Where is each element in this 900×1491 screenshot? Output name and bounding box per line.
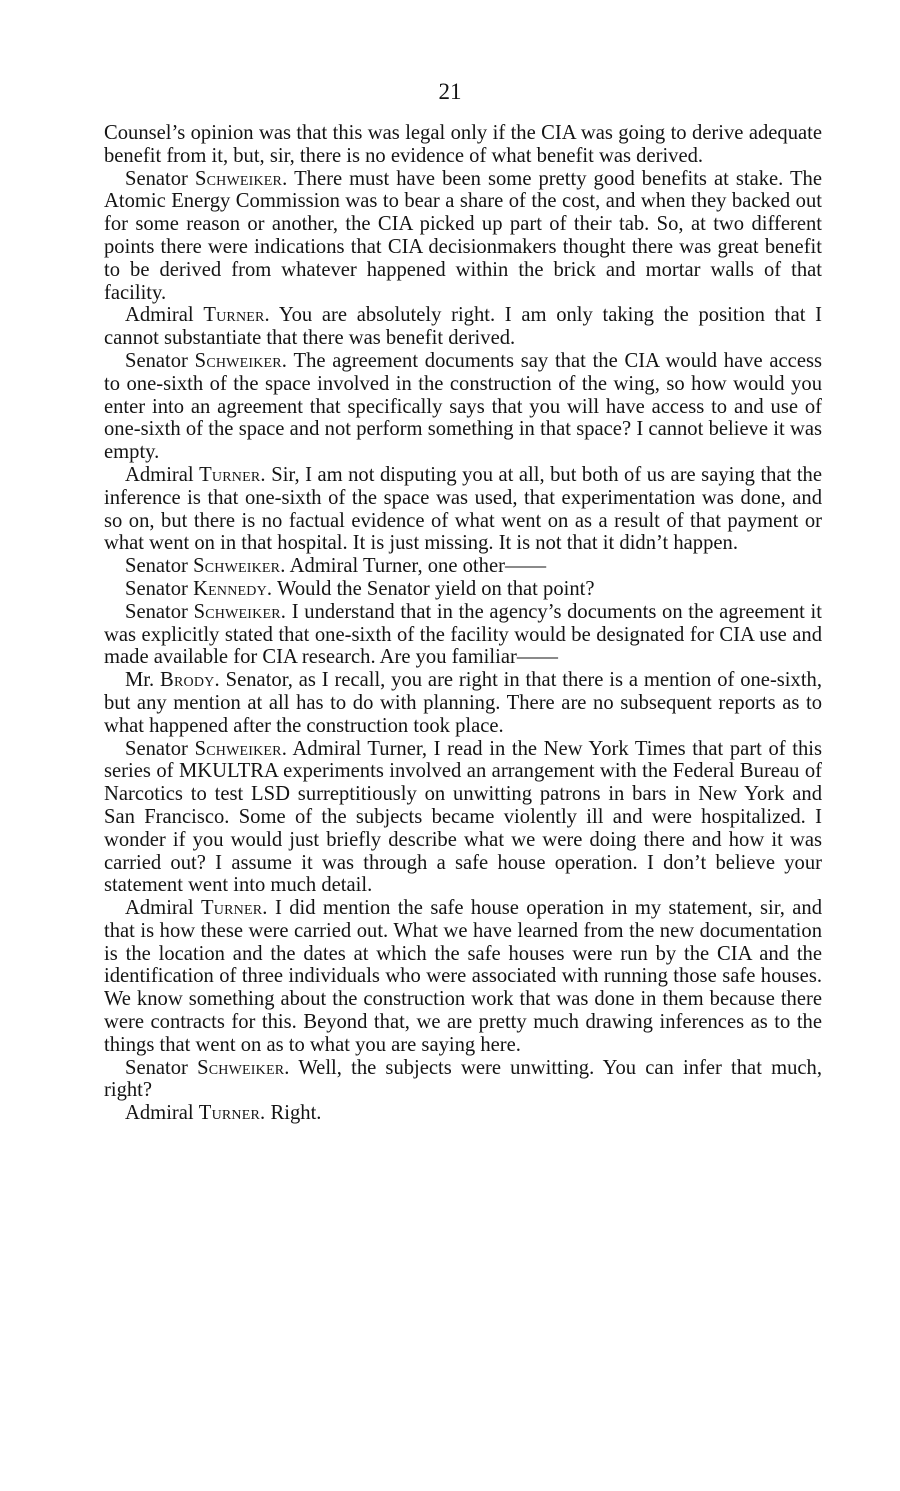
speaker-name: Schweiker. xyxy=(194,167,288,190)
speaker-title: Senator xyxy=(125,600,188,623)
paragraph-speech xyxy=(104,168,822,305)
paragraph-text: Admiral Turner, I read in the New York Times that part of this series of MKULTRA experiments involved an arrangement with the Federal Bureau of Narcotics to test LSD surreptitiously on unwitting patrons in bars in New York and San Francisco. Some of the subjects became violently ill and were hospitalized. I wonder if you would just briefly describe what we were doing there and how it was carried out? I assume it was through a safe house operation. I don’t believe your statement went into much detail. xyxy=(104,737,823,897)
paragraph-text: I understand that in the agency’s documents on the agreement it was explicitly stated that one-sixth of the facility would be designated for CIA use and made available for CIA research. Are you familiar—— xyxy=(104,600,822,669)
speaker-title: Admiral xyxy=(125,897,194,920)
speaker-name: Schweiker. xyxy=(197,1056,290,1079)
paragraph-speech xyxy=(104,897,822,1057)
paragraph-text: Counsel’s opinion was that this was legal only if the CIA was going to derive adequate benefit from it, but, sir, there is no evidence of what benefit was derived. xyxy=(104,122,822,167)
paragraph-speech xyxy=(104,578,822,601)
speaker-title: Admiral xyxy=(125,463,194,486)
paragraph-text: Well, the subjects were unwitting. You can infer that much, right? xyxy=(104,1056,822,1102)
paragraph-speech xyxy=(104,464,822,555)
paragraph-text: Admiral Turner, one other—— xyxy=(285,555,547,578)
speaker-name: Turner. xyxy=(198,1102,266,1125)
speaker-name: Kennedy. xyxy=(193,577,273,600)
paragraph-text: Would the Senator yield on that point? xyxy=(272,577,595,600)
speaker-name: Brody. xyxy=(160,669,220,692)
speaker-title: Senator xyxy=(125,555,188,578)
paragraph-text: There must have been some pretty good benefits at stake. The Atomic Energy Commission was to bear a share of the cost, and when they backed out for some reason or another, the CIA picked up part of their tab. So, at two different points there were indications that CIA decisionmakers thought there was great benefit to be derived from whatever happened within the brick and mortar walls of that facility. xyxy=(104,167,822,304)
speaker-name: Schweiker. xyxy=(193,600,287,623)
speaker-title: Mr. xyxy=(125,669,155,692)
speaker-title: Admiral xyxy=(125,304,194,327)
speaker-name: Turner. xyxy=(203,304,270,327)
paragraph-speech xyxy=(104,1102,822,1125)
speaker-name: Schweiker. xyxy=(194,349,288,372)
hearing-transcript xyxy=(104,122,822,1125)
paragraph-text: Right. xyxy=(265,1102,322,1125)
speaker-name: Schweiker. xyxy=(193,555,286,578)
speaker-title: Senator xyxy=(125,167,188,190)
paragraph-speech xyxy=(104,304,822,350)
speaker-title: Senator xyxy=(125,1056,188,1079)
speaker-name: Turner. xyxy=(199,463,266,486)
page-number: 21 xyxy=(438,79,462,104)
speaker-title: Senator xyxy=(125,737,188,760)
paragraph-text: The agreement documents say that the CIA would have access to one-sixth of the space involved in the construction of the wing, so how would you enter into an agreement that specifically says that you will have access to and use of one-sixth of the space and not perform something in that space? I cannot believe it was empty. xyxy=(104,349,822,464)
paragraph-speech xyxy=(104,601,822,669)
paragraph-text: I did mention the safe house operation in my statement, sir, and that is how these were carried out. What we have learned from the new documentation is the location and the dates at which the safe houses were run by the CIA and the identification of three individuals who were associated with running those safe houses. We know something about the construction work that was done in them because there were contracts for this. Beyond that, we are pretty much drawing inferences as to the things that went on as to what you are saying here. xyxy=(104,897,823,1056)
paragraph-text: Senator, as I recall, you are right in that there is a mention of one-sixth, but any mention at all has to do with planning. There are no subsequent reports as to what happened after the construction took place. xyxy=(104,669,822,737)
speaker-title: Senator xyxy=(125,349,188,372)
paragraph-text: You are absolutely right. I am only taking the position that I cannot substantiate that there was benefit derived. xyxy=(104,304,822,350)
speaker-name: Schweiker. xyxy=(194,737,288,760)
paragraph-text: Sir, I am not disputing you at all, but both of us are saying that the inference is that one-sixth of the space was used, that experimentation was done, and so on, but there is no factual evidence of what went on as a result of that payment or what went on in that hospital. It is just missing. It is not that it didn’t happen. xyxy=(104,463,822,555)
paragraph-speech xyxy=(104,669,822,737)
paragraph-speech xyxy=(104,555,822,578)
speaker-title: Admiral xyxy=(125,1102,194,1125)
speaker-name: Turner. xyxy=(201,897,268,920)
paragraph-speech xyxy=(104,350,822,464)
paragraph-speech xyxy=(104,738,822,898)
paragraph-speech xyxy=(104,1057,822,1103)
speaker-title: Senator xyxy=(125,577,188,600)
paragraph-continuation xyxy=(104,122,822,168)
